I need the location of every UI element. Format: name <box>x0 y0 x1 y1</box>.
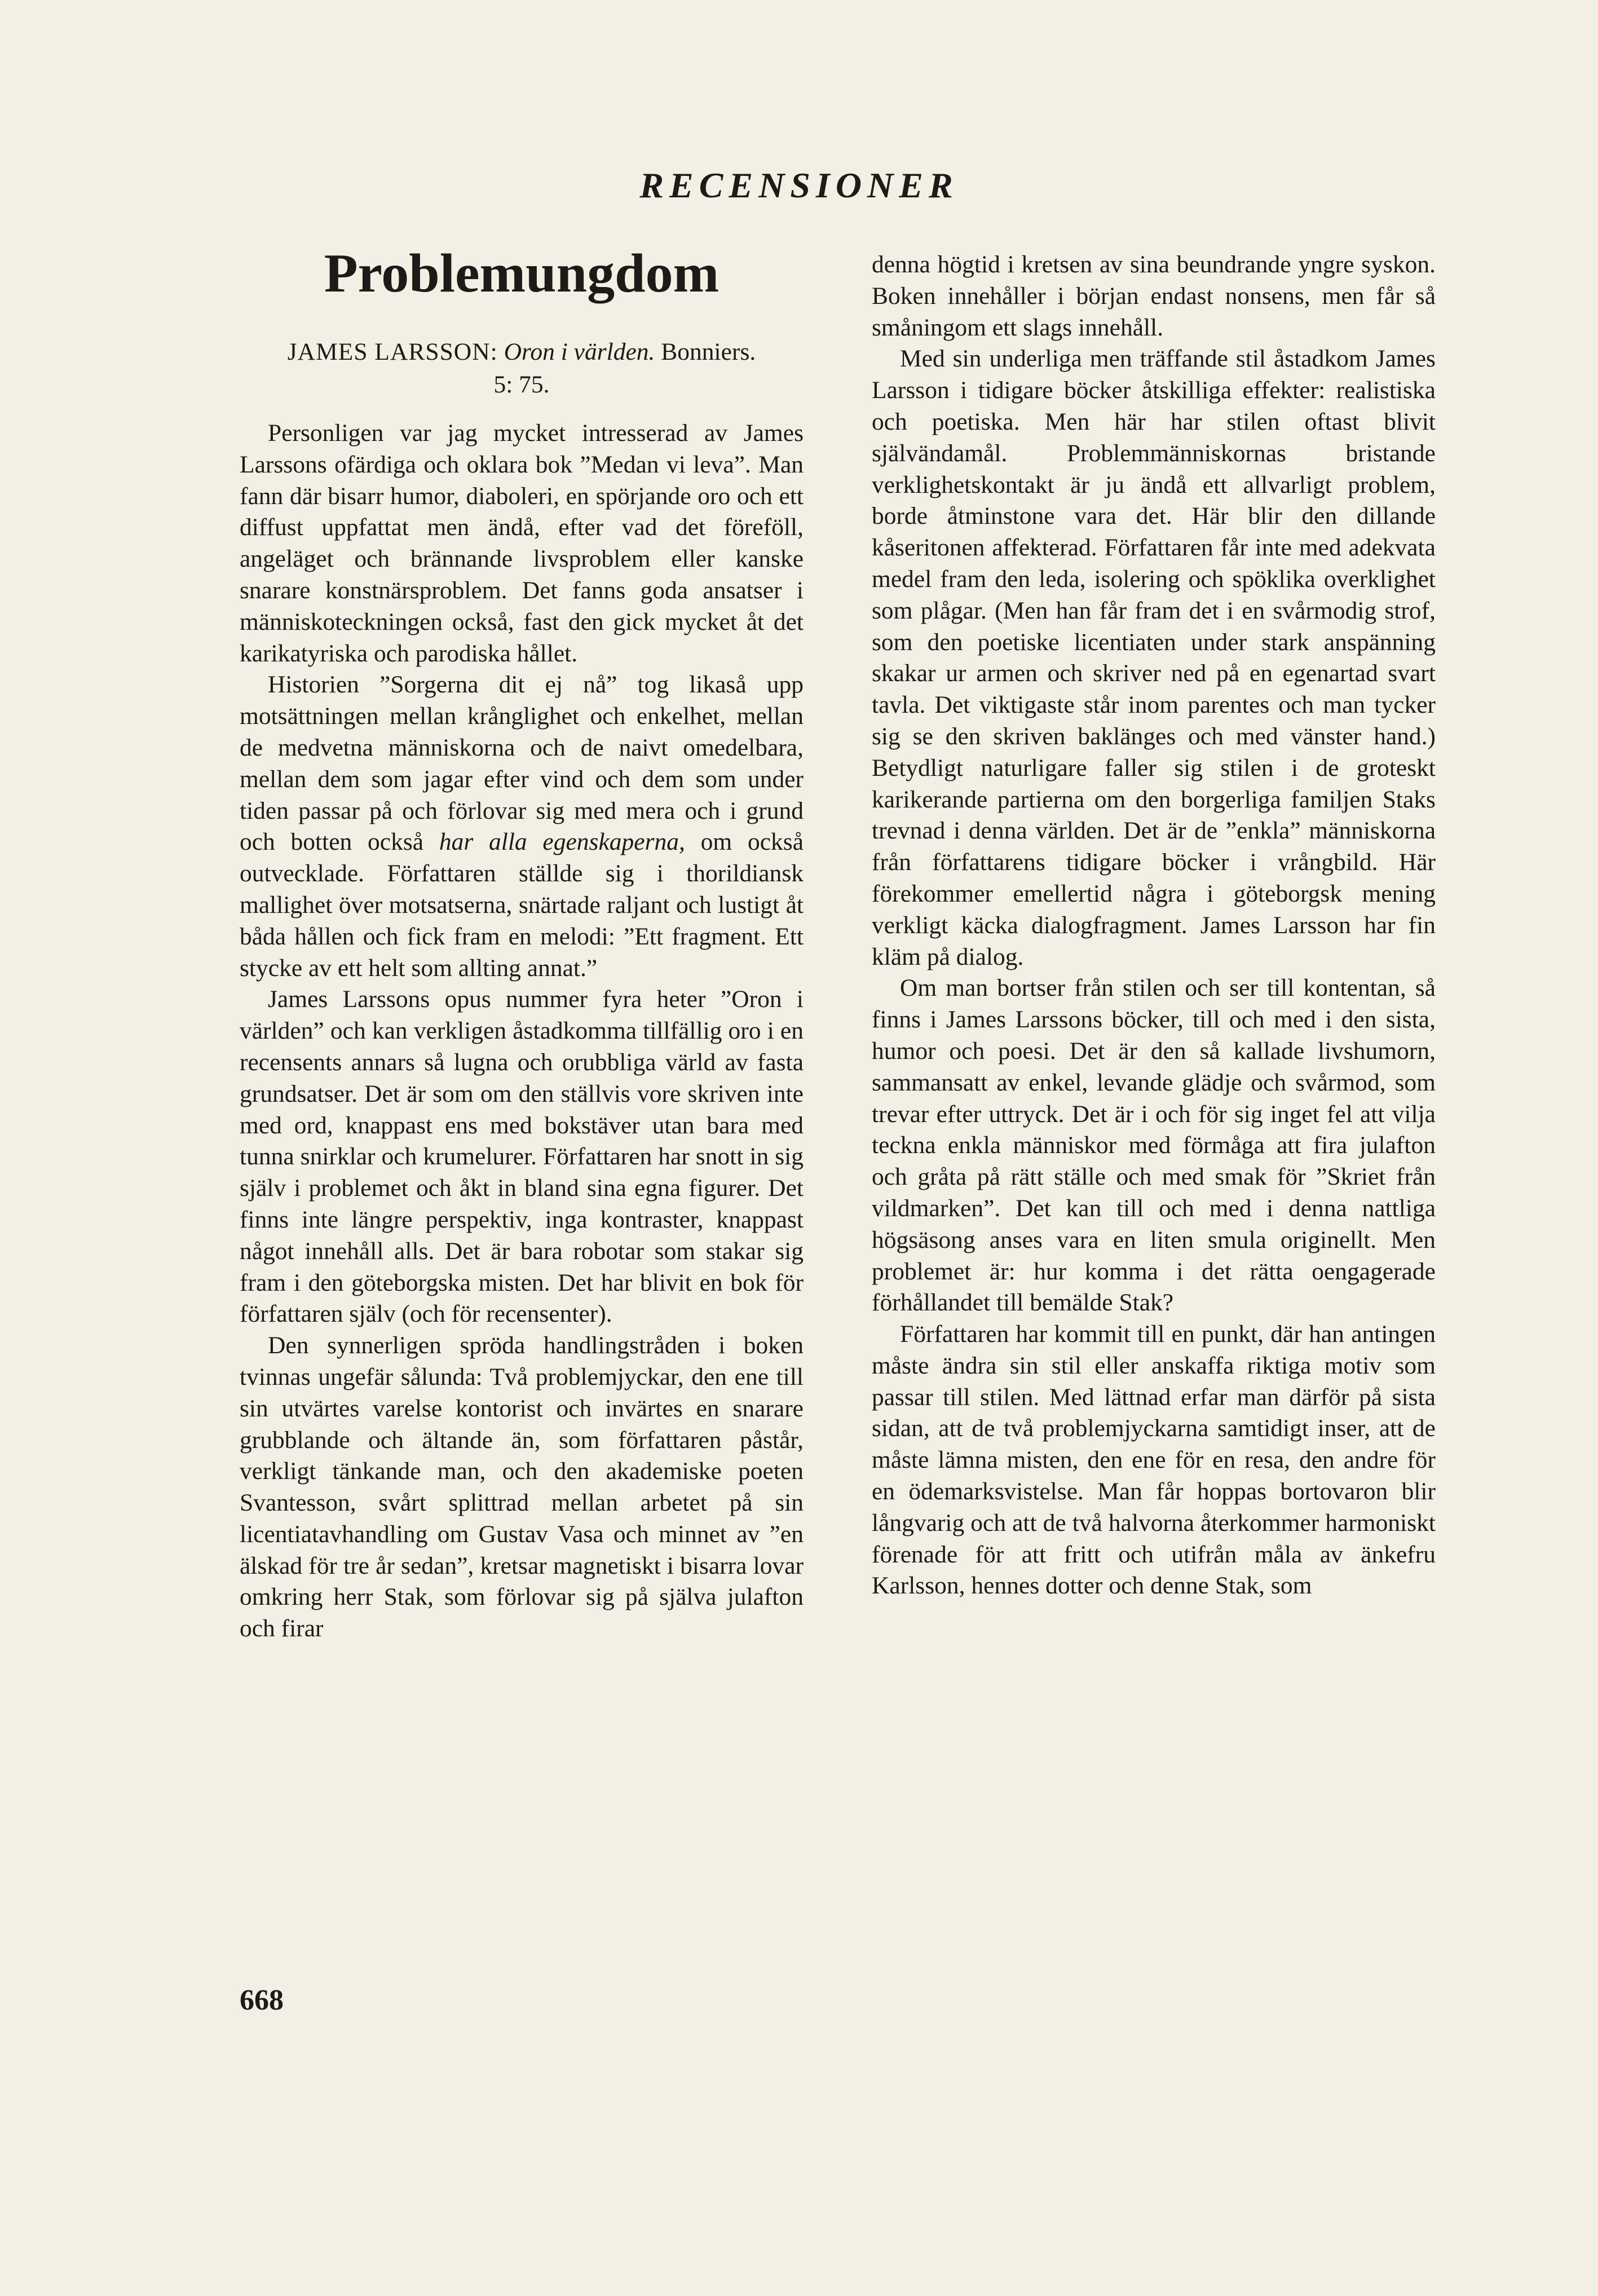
byline-author: JAMES LARSSON: <box>287 338 498 365</box>
left-paragraph-2 <box>240 669 804 984</box>
left-paragraph-2-start: Historien ”Sorgerna dit ej nå” tog likaså upp motsättningen mellan krånglighet och enkelhet, mellan de medvetna människorna och de naivt omedelbara, mellan dem som jagar efter vind och dem som under tiden passar på och förlovar sig med mera och i grund och botten också <box>240 671 804 856</box>
left-paragraph-1: Personligen var jag mycket intresserad av James Larssons ofärdiga och oklara bok ”Medan vi leva”. Man fann där bisarr humor, diaboleri, en spörjande oro och ett diffust uppfattat men ändå, efter vad det föreföll, angeläget och brännande livsproblem eller kanske snarare konstnärsproblem. Det fanns goda ansatser i människoteckningen också, fast den gick mycket åt det karikatyriska och parodiska hållet. <box>240 420 804 667</box>
right-paragraph-2: Om man bortser från stilen och ser till kontentan, så finns i James Larssons böcker, till och med i den sista, humor och poesi. Det är den så kallade livshumorn, sammansatt av enkel, levande glädje och svårmod, som trevar efter uttryck. Det är i och för sig inget fel att vilja teckna enkla människor med förmåga att fira julafton och gråta på rätt ställe och med smak för ”Skriet från vildmarken”. Det kan till och med i denna nattliga högsäsong anses vara en liten smula originellt. Men problemet är: hur komma i det rätta oengagerade förhållandet till bemälde Stak? <box>872 974 1436 1317</box>
right-paragraph-continued: denna högtid i kretsen av sina beundrande yngre syskon. Boken innehåller i början endast nonsens, men får så småningom ett slags innehåll. <box>872 251 1436 341</box>
right-paragraph-1: Med sin underliga men träffande stil åstadkom James Larsson i tidigare böcker åtskilliga effekter: realistiska och poetiska. Men här har stilen oftast blivit självändamål. Problemmänniskornas bristande verklighetskontakt är ju ändå ett allvarligt problem, borde åtminstone vara det. Här blir den dillande kåseritonen affekterad. Författaren får inte med adekvata medel fram den leda, isolering och spöklika overklighet som plågar. (Men han får fram det i en svårmodig strof, som den poetiske licentiaten under stark anspänning skakar ur armen och skriver ned på en egenartad svart tavla. Det viktigaste står inom parentes och man tycker sig se den skriven baklänges och med vänster hand.) Betydligt naturligare faller sig stilen i de groteskt karikerande partierna om den borgerliga familjen Staks trevnad i denna världen. Det är de ”enkla” människorna från författarens tidigare böcker i vrångbild. Här förekommer emellertid några i göteborgsk mening verkligt käcka dialogfragment. James Larsson har fin kläm på dialog. <box>872 345 1436 970</box>
left-paragraph-2-end: om också outvecklade. Författaren ställde sig i thorildiansk mallighet över motsatserna, snärtade raljant och lustigt åt båda hållen och fick fram en melodi: ”Ett fragment. Ett stycke av ett helt som allting annat.” <box>240 828 804 982</box>
review-title: Problemungdom <box>324 243 719 304</box>
left-paragraph-2-emphasis: har alla egenskaperna, <box>439 828 685 856</box>
byline-price: 5: 75. <box>493 371 550 398</box>
left-column <box>240 242 804 1645</box>
byline-book-title: Oron i världen. <box>504 338 655 365</box>
review-byline <box>240 335 804 401</box>
left-paragraph-3: James Larssons opus nummer fyra heter ”Oron i världen” och kan verkligen åstadkomma tillfällig oro i en recensents annars så lugna och orubbliga värld av fasta grundsatser. Det är som om den ställvis vore skriven inte med ord, knappast ens med bokstäver utan bara med tunna snirklar och krumelurer. Författaren har snott in sig själv i problemet och åkt in bland sina egna figurer. Det finns inte längre perspektiv, inga kontraster, knappast något innehåll alls. Det är bara robotar som stakar sig fram i den göteborgska misten. Det har blivit en bok för författaren själv (och för recensenter). <box>240 986 804 1328</box>
page-number: 668 <box>240 1984 284 2016</box>
left-paragraph-4: Den synnerligen spröda handlingstråden i boken tvinnas ungefär sålunda: Två problemjyckar, den ene till sin utvärtes varelse kontorist och invärtes en snarare grubblande och ältande än, som författaren påstår, verkligt tänkande man, och den akademiske poeten Svantesson, svårt splittrad mellan arbetet på sin licentiatavhandling om Gustav Vasa och minnet av ”en älskad för tre år sedan”, kretsar magnetiskt i bisarra lovar omkring herr Stak, som förlovar sig på själva julafton och firar <box>240 1332 804 1642</box>
byline-publisher: Bonniers. <box>661 338 756 365</box>
right-column <box>872 249 1436 1602</box>
section-header: RECENSIONER <box>639 165 959 205</box>
right-paragraph-3: Författaren har kommit till en punkt, där han antingen måste ändra sin stil eller anskaffa riktiga motiv som passar till stilen. Med lättnad erfar man därför på sista sidan, att de två problemjyckarna samtidigt inser, att de måste lämna misten, den ene för en resa, den andre för en ödemarksvistelse. Man får hoppas bortovaron blir långvarig och att de två halvorna återkommer harmoniskt förenade för att fritt och utifrån måla av änkefru Karlsson, hennes dotter och denne Stak, som <box>872 1321 1436 1600</box>
